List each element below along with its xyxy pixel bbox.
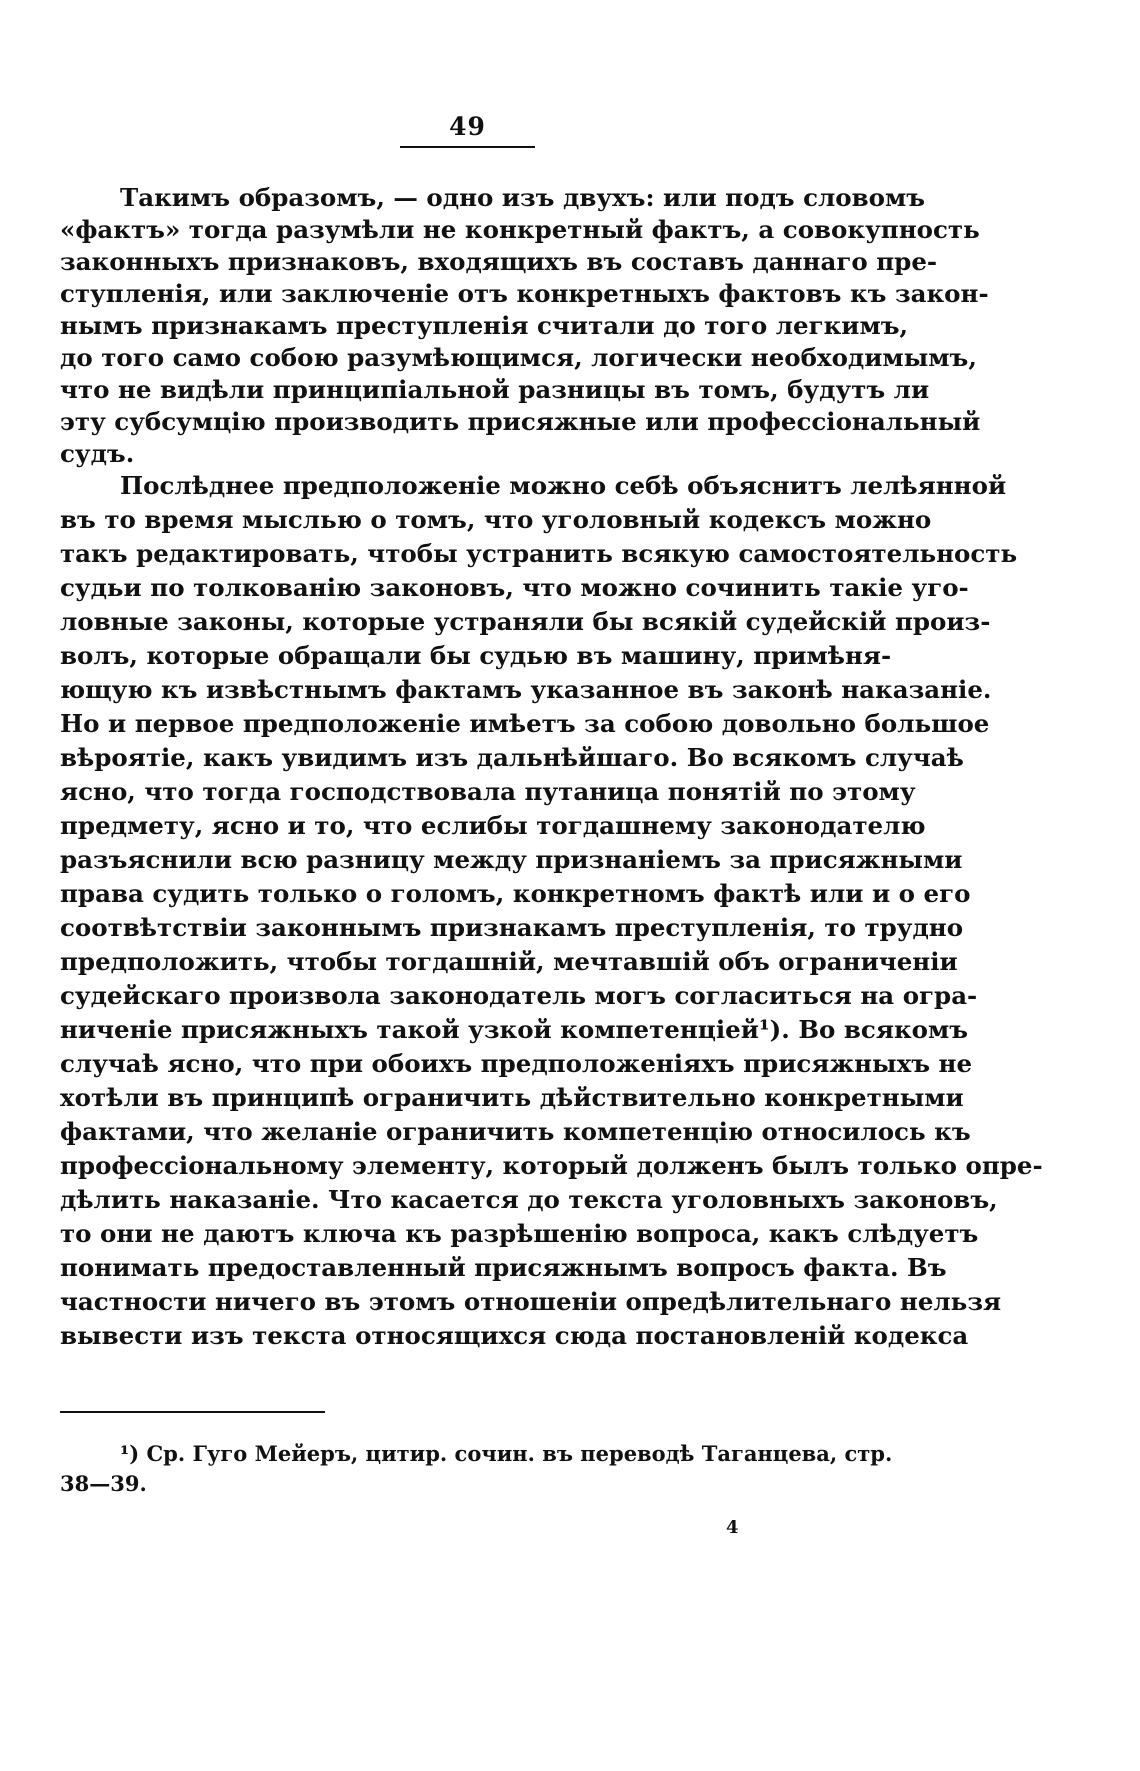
text-line: эту субсумцію производить присяжные или профессіональный: [60, 407, 981, 436]
text-line: Такимъ образомъ, — одно изъ двухъ: или подъ словомъ: [120, 183, 926, 212]
text-line: ясно, что тогда господствовала путаница понятій по этому: [60, 777, 916, 806]
text-line: ловные законы, которые устраняли бы всякій судейскій произ-: [60, 607, 991, 636]
text-line: предмету, ясно и то, что еслибы тогдашнему законодателю: [60, 811, 926, 840]
footnote-line: ¹) Ср. Гуго Мейеръ, цитир. сочин. въ переводѣ Таганцева, стр.: [120, 1441, 893, 1466]
text-line: такъ редактировать, чтобы устранить всякую самостоятельность: [60, 539, 1018, 568]
text-line: Но и первое предположеніе имѣетъ за собою довольно большое: [60, 709, 990, 738]
text-line: судьи по толкованію законовъ, что можно сочинить такіе уго-: [60, 573, 969, 602]
page-number: 49: [449, 112, 486, 141]
text-line: вѣроятіе, какъ увидимъ изъ дальнѣйшаго. Во всякомъ случаѣ: [60, 743, 964, 772]
page-number-rule: [400, 146, 535, 148]
text-line: до того само собою разумѣющимся, логически необходимымъ,: [60, 343, 977, 372]
text-line: дѣлить наказаніе. Что касается до текста уголовныхъ законовъ,: [60, 1185, 998, 1214]
text-line: ступленія, или заключеніе отъ конкретныхъ фактовъ къ закон-: [60, 279, 989, 308]
footnote-line: 38—39.: [60, 1471, 147, 1496]
text-line: судъ.: [60, 439, 135, 468]
signature-mark: 4: [726, 1517, 739, 1538]
text-line: волъ, которые обращали бы судью въ машину, примѣня-: [60, 641, 892, 670]
text-line: нымъ признакамъ преступленія считали до того легкимъ,: [60, 311, 909, 340]
text-line: «фактъ» тогда разумѣли не конкретный фактъ, а совокупность: [60, 215, 980, 244]
text-line: хотѣли въ принципѣ ограничить дѣйствительно конкретными: [60, 1083, 964, 1112]
text-line: предположить, чтобы тогдашній, мечтавшій объ ограниченіи: [60, 947, 958, 976]
text-line: вывести изъ текста относящихся сюда постановленій кодекса: [60, 1321, 969, 1350]
text-line: разъяснили всю разницу между признаніемъ за присяжными: [60, 845, 963, 874]
text-line: соотвѣтствіи законнымъ признакамъ преступленія, то трудно: [60, 913, 964, 942]
text-line: судейскаго произвола законодатель могъ согласиться на огра-: [60, 981, 978, 1010]
text-line: законныхъ признаковъ, входящихъ въ составъ даннаго пре-: [60, 247, 938, 276]
text-line: права судить только о голомъ, конкретномъ фактѣ или и о его: [60, 879, 971, 908]
text-line: ниченіе присяжныхъ такой узкой компетенціей¹). Во всякомъ: [60, 1015, 969, 1044]
text-line: что не видѣли принципіальной разницы въ томъ, будутъ ли: [60, 375, 930, 404]
text-line: въ то время мыслью о томъ, что уголовный кодексъ можно: [60, 505, 932, 534]
text-line: понимать предоставленный присяжнымъ вопросъ факта. Въ: [60, 1253, 947, 1282]
text-line: то они не даютъ ключа къ разрѣшенію вопроса, какъ слѣдуетъ: [60, 1219, 979, 1248]
text-line: частности ничего въ этомъ отношеніи опредѣлительнаго нельзя: [60, 1287, 1002, 1316]
text-line: профессіональному элементу, который долженъ былъ только опре-: [60, 1151, 1043, 1180]
footnote-rule: [60, 1411, 325, 1413]
text-line: Послѣднее предположеніе можно себѣ объяснитъ лелѣянной: [120, 471, 1007, 500]
text-line: фактами, что желаніе ограничить компетенцію относилось къ: [60, 1117, 971, 1146]
text-line: случаѣ ясно, что при обоихъ предположеніяхъ присяжныхъ не: [60, 1049, 973, 1078]
text-line: ющую къ извѣстнымъ фактамъ указанное въ законѣ наказаніе.: [60, 675, 992, 704]
